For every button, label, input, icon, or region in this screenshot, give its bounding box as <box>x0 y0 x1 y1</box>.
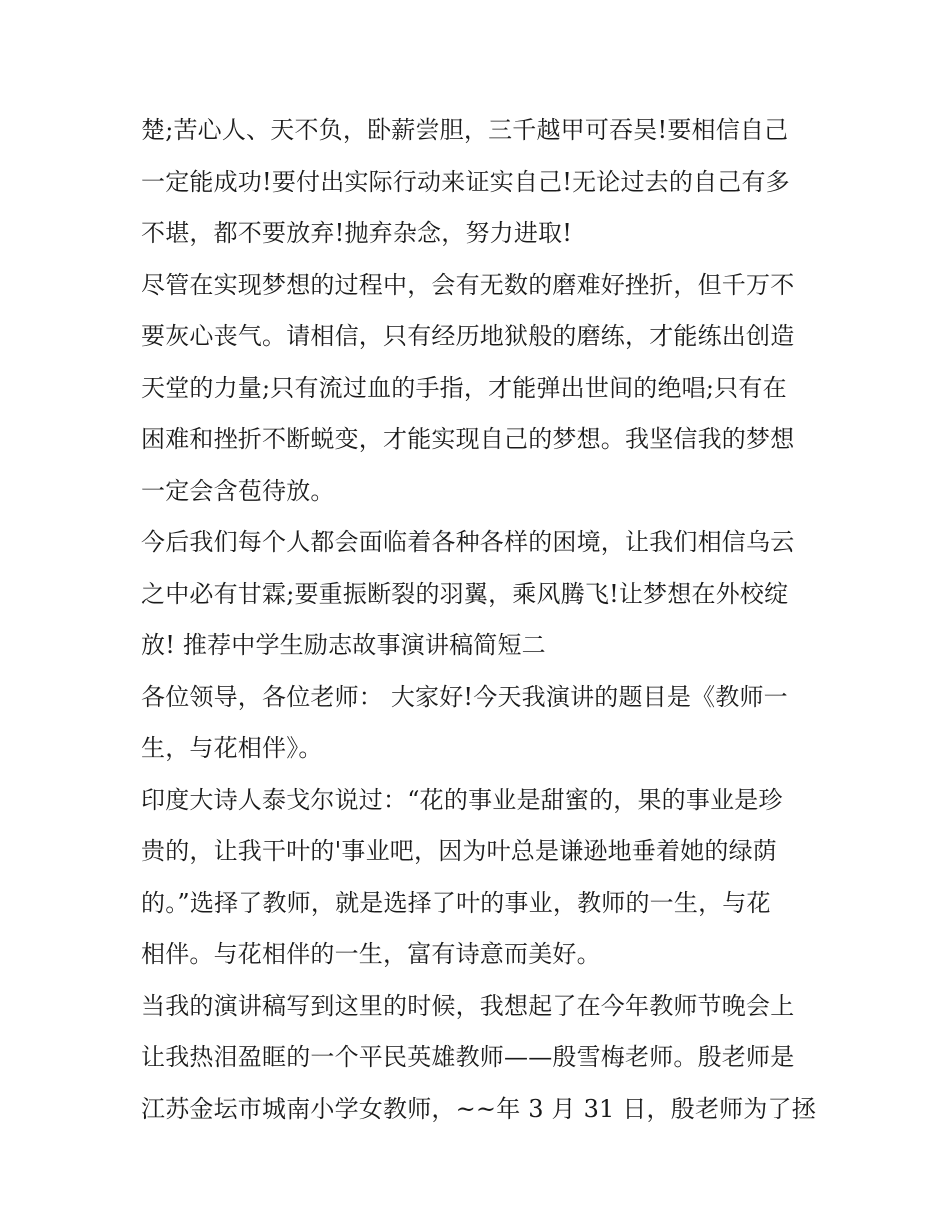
text-line: 要灰心丧气。请相信，只有经历地狱般的磨练，才能练出创造 <box>141 322 795 350</box>
text-line: 贵的，让我干叶的'事业吧，因为叶总是谦逊地垂着她的绿荫 <box>141 837 777 865</box>
text-line: 当我的演讲稿写到这里的时候，我想起了在今年教师节晚会上 <box>141 991 795 1020</box>
text-line: 相伴。与花相伴的一生，富有诗意而美好。 <box>141 940 601 968</box>
text-line: 一定能成功!要付出实际行动来证实自己!无论过去的自己有多 <box>141 167 790 196</box>
text-line: 天堂的力量;只有流过血的手指，才能弹出世间的绝唱;只有在 <box>141 373 787 402</box>
text-line: 江苏金坛市城南小学女教师，~~年 3 月 31 日，殷老师为了拯 <box>141 1094 816 1123</box>
text-line: 让我热泪盈眶的一个平民英雄教师——殷雪梅老师。殷老师是 <box>141 1043 795 1071</box>
text-line: 不堪，都不要放弃!抛弃杂念，努力进取! <box>141 219 573 247</box>
text-line: 一定会含苞待放。 <box>141 476 335 505</box>
text-line: 各位领导，各位老师： 大家好!今天我演讲的题目是《教师一 <box>141 682 788 711</box>
text-line: 今后我们每个人都会面临着各种各样的困境，让我们相信乌云 <box>141 528 795 556</box>
body-text <box>141 105 821 1135</box>
text-line: 困难和挫折不断蜕变，才能实现自己的梦想。我坚信我的梦想 <box>141 425 795 453</box>
text-line: 放! 推荐中学生励志故事演讲稿简短二 <box>141 631 546 659</box>
text-line: 的。”选择了教师，就是选择了叶的事业，教师的一生，与花 <box>141 888 771 917</box>
text-line: 之中必有甘霖;要重振断裂的羽翼，乘风腾飞!让梦想在外校绽 <box>141 579 789 608</box>
text-line: 生，与花相伴》。 <box>141 734 323 762</box>
text-line: 尽管在实现梦想的过程中，会有无数的磨难好挫折，但千万不 <box>141 270 795 299</box>
text-line: 印度大诗人泰戈尔说过：“花的事业是甜蜜的，果的事业是珍 <box>141 785 783 814</box>
text-line: 楚;苦心人、天不负，卧薪尝胆，三千越甲可吞吴!要相信自己 <box>141 116 789 144</box>
